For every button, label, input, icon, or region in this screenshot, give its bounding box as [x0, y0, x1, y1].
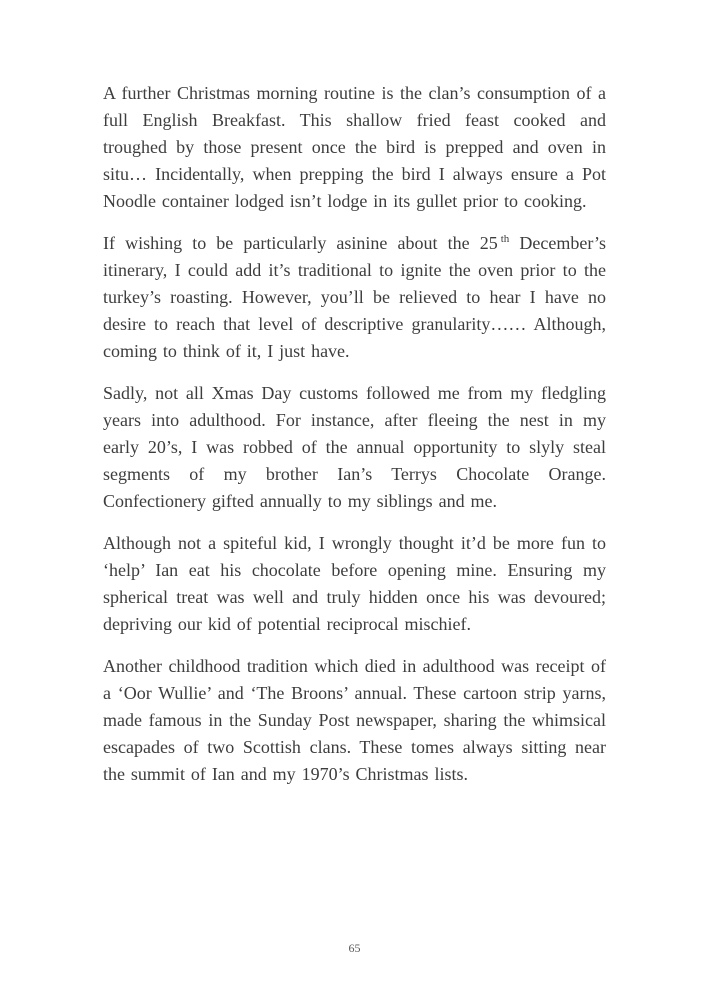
paragraph: A further Christmas morning routine is the clan’s consumption of a full English Breakfast. This shallow fried feast cooked and troughed by those present once the bird is prepped and oven in situ… Incidentally, when prepping the bird I always ensure a Pot Noodle container lodged isn’t lodge in its gullet prior to cooking.	[103, 83, 606, 211]
paragraph-text: If wishing to be particularly asinine about the 25	[103, 233, 498, 253]
ordinal-superscript: th	[500, 233, 510, 245]
paragraph-text: December’s itinerary, I could add it’s traditional to ignite the oven prior to the turkey’s roasting. However, you’ll be relieved to hear I have no desire to reach that level of descriptive granularity…… Although, coming to think of it, I just have.	[103, 233, 606, 361]
page-number: 65	[348, 941, 361, 955]
paragraph	[103, 230, 606, 365]
paragraph: Sadly, not all Xmas Day customs followed me from my fledgling years into adulthood. For instance, after fleeing the nest in my early 20’s, I was robbed of the annual opportunity to slyly steal segments of my brother Ian’s Terrys Chocolate Orange. Confectionery gifted annually to my siblings and me.	[103, 383, 606, 511]
paragraph: Another childhood tradition which died in adulthood was receipt of a ‘Oor Wullie’ and ‘The Broons’ annual. These cartoon strip yarns, made famous in the Sunday Post newspaper, sharing the whimsical escapades of two Scottish clans. These tomes always sitting near the summit of Ian and my 1970’s Christmas lists.	[103, 656, 606, 784]
paragraph: Although not a spiteful kid, I wrongly thought it’d be more fun to ‘help’ Ian eat his chocolate before opening mine. Ensuring my spherical treat was well and truly hidden once his was devoured; depriving our kid of potential reciprocal mischief.	[103, 533, 606, 634]
page-body	[103, 80, 606, 788]
